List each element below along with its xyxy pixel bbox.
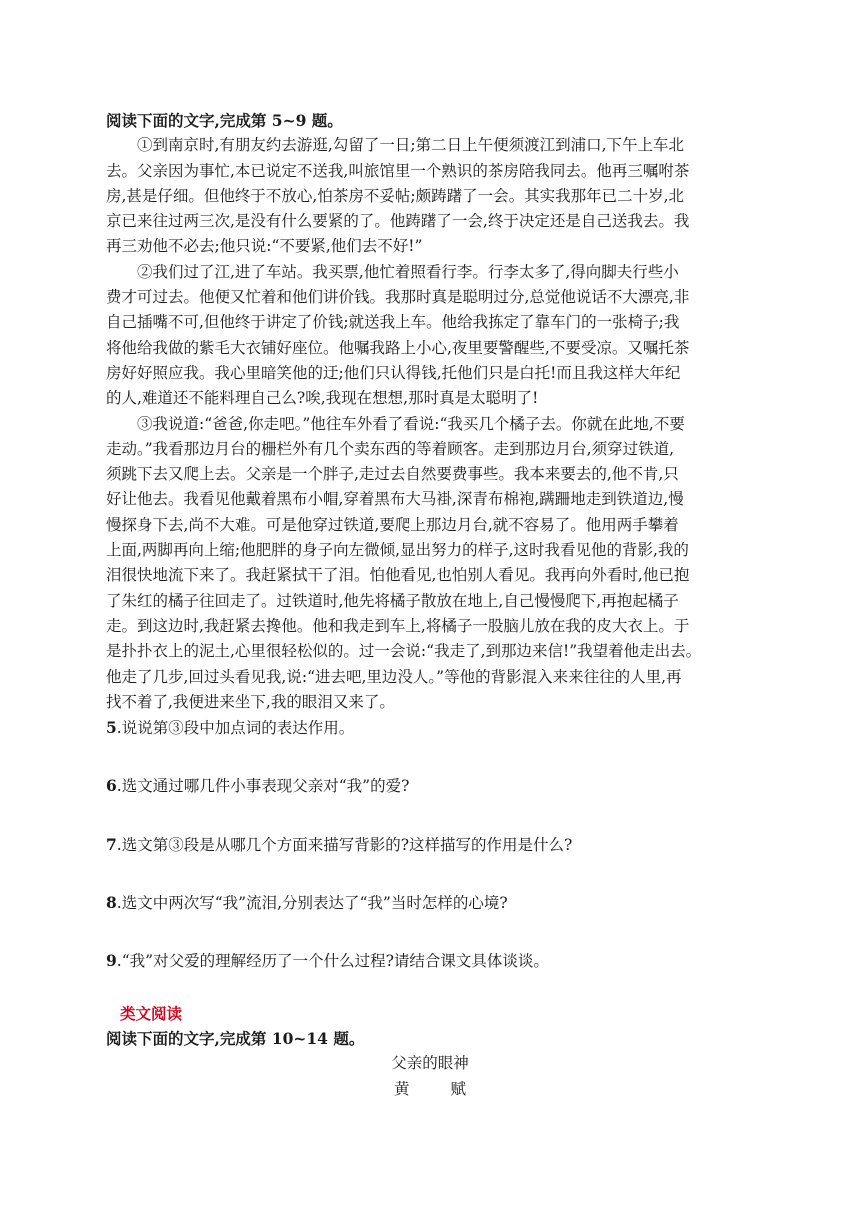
paragraph-line: 走。到这边时,我赶紧去搀他。他和我走到车上,将橘子一股脑儿放在我的皮大衣上。于: [106, 616, 690, 635]
reading-instruction-2: 阅读下面的文字,完成第 10~14 题。: [106, 1028, 365, 1048]
question-text: .“我”对父爱的理解经历了一个什么过程?请结合课文具体谈谈。: [116, 952, 549, 971]
question-text: .选文中两次写“我”流泪,分别表达了“我”当时怎样的心境?: [116, 894, 508, 913]
paragraph-line: 了朱红的橘子往回走了。过铁道时,他先将橘子散放在地上,自己慢慢爬下,再抱起橘子: [106, 591, 679, 610]
question-item: [106, 715, 754, 741]
question-number: 9: [106, 951, 117, 971]
question-text: .选文第③段是从哪几个方面来描写背影的?这样描写的作用是什么?: [116, 835, 573, 854]
question-item: [106, 948, 754, 974]
answer-space: [106, 800, 754, 832]
paragraph-line: 上面,两脚再向上缩;他肥胖的身子向左微倾,显出努力的样子,这时我看见他的背影,我的: [106, 541, 689, 560]
paragraph-line: 房,甚是仔细。但他终于不放心,怕茶房不妥帖;颇踌躇了一会。其实我那年已二十岁,北: [106, 186, 685, 205]
paragraph-line: ③我说道:“爸爸,你走吧。”他往车外看了看说:“我买几个橘子去。你就在此地,不要: [137, 414, 685, 433]
answer-space: [106, 858, 754, 890]
paragraph-line: 去。父亲因为事忙,本已说定不送我,叫旅馆里一个熟识的茶房陪我同去。他再三嘱咐茶: [106, 161, 690, 180]
paragraph-line: 找不着了,我便进来坐下,我的眼泪又来了。: [106, 692, 395, 711]
question-list: [106, 715, 754, 974]
answer-space: [106, 741, 754, 773]
paragraph-line: 走动。”我看那边月台的栅栏外有几个卖东西的等着顾客。走到那边月台,须穿过铁道,: [106, 439, 675, 458]
question-number: 8: [106, 893, 117, 913]
paragraph-line: ①到南京时,有朋友约去游逛,勾留了一日;第二日上午便须渡江到浦口,下午上车北: [137, 136, 685, 155]
paragraph-2: [106, 260, 754, 412]
paragraph-line: 泪很快地流下来了。我赶紧拭干了泪。怕他看见,也怕别人看见。我再向外看时,他已抱: [106, 566, 690, 585]
answer-space: [106, 916, 754, 948]
paragraph-line: 慢探身下去,尚不大难。可是他穿过铁道,要爬上那边月台,就不容易了。他用两手攀着: [106, 515, 679, 534]
question-number: 7: [106, 834, 117, 854]
question-item: [106, 773, 754, 799]
paragraph-line: 京已来往过两三次,是没有什么要紧的了。他踌躇了一会,终于决定还是自己送我去。我: [106, 212, 690, 231]
section-heading: 类文阅读: [120, 1003, 183, 1023]
paragraph-line: 再三劝他不必去;他只说:“不要紧,他们去不好!”: [106, 237, 423, 256]
paragraph-line: 费才可过去。他便又忙着和他们讲价钱。我那时真是聪明过分,总觉他说话不大漂亮,非: [106, 288, 690, 307]
question-number: 6: [106, 776, 117, 796]
paragraph-line: 将他给我做的紫毛大衣铺好座位。他嘱我路上小心,夜里要警醒些,不要受凉。又嘱托茶: [106, 338, 690, 357]
paragraph-line: 是扑扑衣上的泥土,心里很轻松似的。过一会说:“我走了,到那边来信!”我望着他走出去。: [106, 642, 702, 661]
article-author: 黄 赋: [394, 1079, 484, 1098]
question-text: .选文通过哪几件小事表现父亲对“我”的爱?: [116, 777, 410, 796]
paragraph-line: 自己插嘴不可,但他终于讲定了价钱;就送我上车。他给我拣定了靠车门的一张椅子;我: [106, 313, 680, 332]
article-title: 父亲的眼神: [391, 1054, 469, 1073]
paragraph-line: ②我们过了江,进了车站。我买票,他忙着照看行李。行李太多了,得向脚夫行些小: [137, 262, 679, 281]
paragraph-line: 好让他去。我看见他戴着黑布小帽,穿着黑布大马褂,深青布棉袍,蹒跚地走到铁道边,慢: [106, 490, 684, 509]
question-number: 5: [106, 718, 117, 738]
paragraph-line: 须跳下去又爬上去。父亲是一个胖子,走过去自然要费事些。我本来要去的,他不肯,只: [106, 465, 679, 484]
reading-instruction: 阅读下面的文字,完成第 5~9 题。: [106, 111, 343, 130]
paragraph-line: 的人,难道还不能料理自己么?唉,我现在想想,那时真是太聪明了!: [106, 389, 539, 408]
paragraph-3: [106, 412, 754, 716]
paragraph-line: 房好好照应我。我心里暗笑他的迂;他们只认得钱,托他们只是白托!而且我这样大年纪: [106, 363, 681, 382]
question-text: .说说第③段中加点词的表达作用。: [116, 719, 355, 738]
paragraph-1: [106, 133, 754, 259]
question-item: [106, 832, 754, 858]
question-item: [106, 890, 754, 916]
reading-content: [106, 108, 754, 1102]
paragraph-line: 他走了几步,回过头看见我,说:“进去吧,里边没人。”等他的背影混入来来往往的人里,再: [106, 667, 682, 686]
